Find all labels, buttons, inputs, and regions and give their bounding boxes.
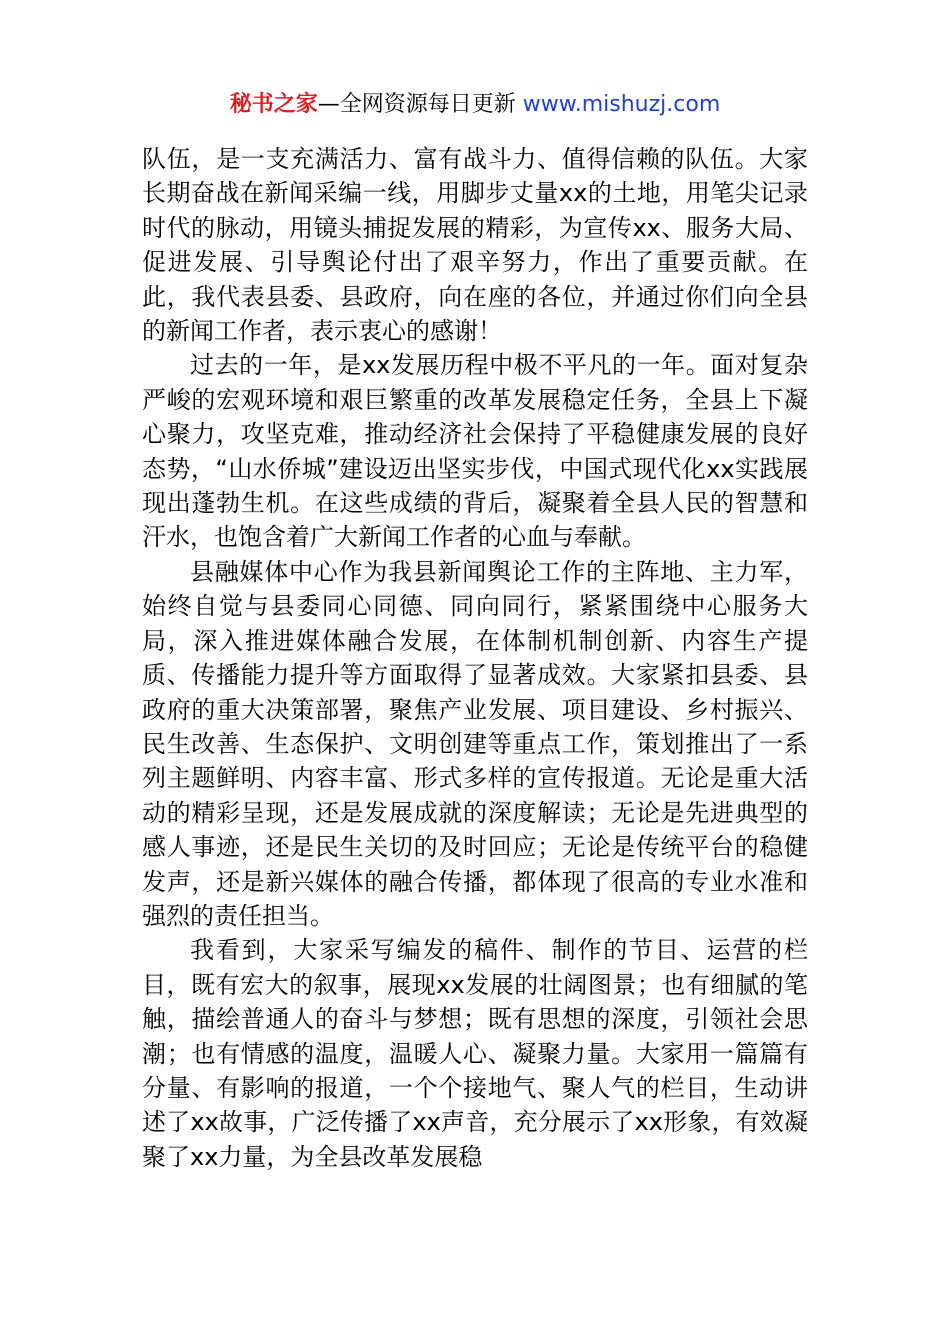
site-url-link[interactable]: www.mishuzj.com bbox=[522, 92, 721, 117]
document-body bbox=[142, 142, 808, 1174]
paragraph-reports: 我看到，大家采写编发的稿件、制作的节目、运营的栏目，既有宏大的叙事，展现xx发展的壮阔图景；也有细腻的笔触，描绘普通人的奋斗与梦想；既有思想的深度，引领社会思潮；也有情感的温度，温暖人心、凝聚力量。大家用一篇篇有分量、有影响的报道，一个个接地气、聚人气的栏目，生动讲述了xx故事，广泛传播了xx声音，充分展示了xx形象，有效凝聚了xx力量，为全县改革发展稳 bbox=[142, 936, 808, 1171]
site-header bbox=[0, 88, 950, 122]
paragraph-past-year: 过去的一年，是xx发展历程中极不平凡的一年。面对复杂严峻的宏观环境和艰巨繁重的改革发展稳定任务，全县上下凝心聚力，攻坚克难，推动经济社会保持了平稳健康发展的良好态势，“山水侨城”建设迈出坚实步伐，中国式现代化xx实践展现出蓬勃生机。在这些成绩的背后，凝聚着全县人民的智慧和汗水，也饱含着广大新闻工作者的心血与奉献。 bbox=[142, 351, 808, 552]
paragraph-media-center: 县融媒体中心作为我县新闻舆论工作的主阵地、主力军，始终自觉与县委同心同德、同向同行，紧紧围绕中心服务大局，深入推进媒体融合发展，在体制机制创新、内容生产提质、传播能力提升等方面取得了显著成效。大家紧扣县委、县政府的重大决策部署，聚焦产业发展、项目建设、乡村振兴、民生改善、生态保护、文明创建等重点工作，策划推出了一系列主题鲜明、内容丰富、形式多样的宣传报道。无论是重大活动的精彩呈现，还是发展成就的深度解读；无论是先进典型的感人事迹，还是民生关切的及时回应；无论是传统平台的稳健发声，还是新兴媒体的融合传播，都体现了很高的专业水准和强烈的责任担当。 bbox=[142, 557, 808, 930]
brand-name: 秘书之家 bbox=[229, 92, 318, 117]
paragraph-continued: 队伍，是一支充满活力、富有战斗力、值得信赖的队伍。大家长期奋战在新闻采编一线，用脚步丈量xx的土地，用笔尖记录时代的脉动，用镜头捕捉发展的精彩，为宣传xx、服务大局、促进发展、引导舆论付出了艰辛努力，作出了重要贡献。在此，我代表县委、县政府，向在座的各位，并通过你们向全县的新闻工作者，表示衷心的感谢！ bbox=[142, 145, 808, 346]
header-tagline: —全网资源每日更新 bbox=[317, 92, 523, 117]
